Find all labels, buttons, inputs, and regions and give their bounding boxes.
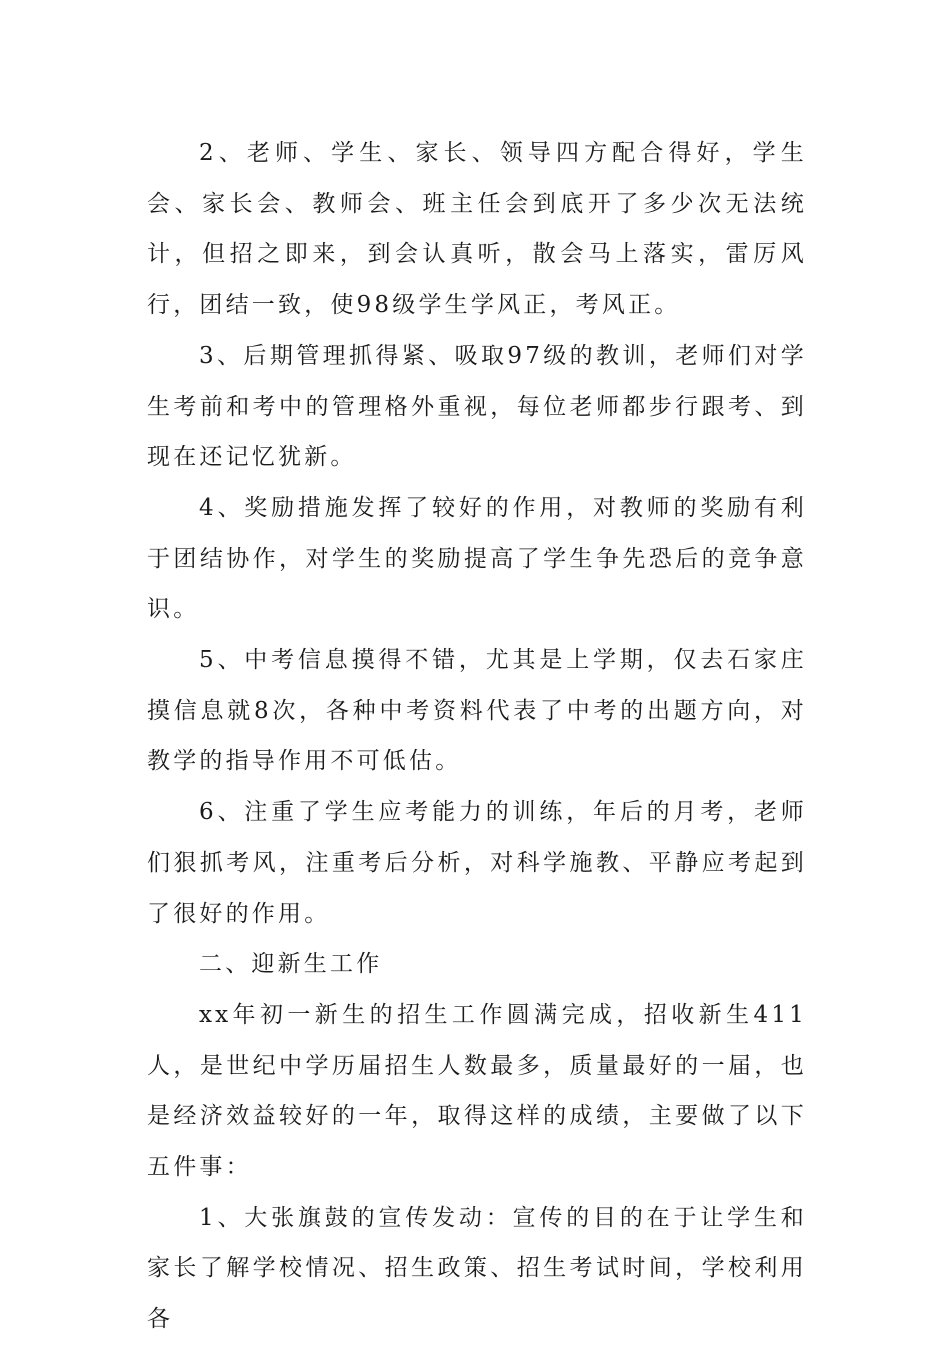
paragraph-item-4: 4、奖励措施发挥了较好的作用，对教师的奖励有利于团结协作，对学生的奖励提高了学生争先恐后的竞争意识。 <box>147 494 807 623</box>
paragraph-item-5: 5、中考信息摸得不错，尤其是上学期，仅去石家庄摸信息就8次，各种中考资料代表了中考的出题方向，对教学的指导作用不可低估。 <box>147 647 807 775</box>
paragraph-item-6: 6、注重了学生应考能力的训练，年后的月考，老师们狠抓考风，注重考后分析，对科学施教、平静应考起到了很好的作用。 <box>147 799 807 927</box>
section-heading-new-students: 二、迎新生工作 <box>199 951 383 978</box>
paragraph-item-3: 3、后期管理抓得紧、吸取97级的教训，老师们对学生考前和考中的管理格外重视，每位老师都步行跟考、到现在还记忆犹新。 <box>147 342 807 471</box>
document-body <box>147 128 807 1345</box>
paragraph-item-1-publicity: 1、大张旗鼓的宣传发动：宣传的目的在于让学生和家长了解学校情况、招生政策、招生考试时间，学校利用各 <box>147 1204 807 1333</box>
paragraph-item-2: 2、老师、学生、家长、领导四方配合得好，学生会、家长会、教师会、班主任会到底开了多少次无法统计，但招之即来，到会认真听，散会马上落实，雷厉风行，团结一致，使98级学生学风正，考风正。 <box>147 140 807 319</box>
paragraph-enrollment-summary: xx年初一新生的招生工作圆满完成，招收新生411人，是世纪中学历届招生人数最多，质量最好的一届，也是经济效益较好的一年，取得这样的成绩，主要做了以下五件事： <box>147 1001 807 1181</box>
